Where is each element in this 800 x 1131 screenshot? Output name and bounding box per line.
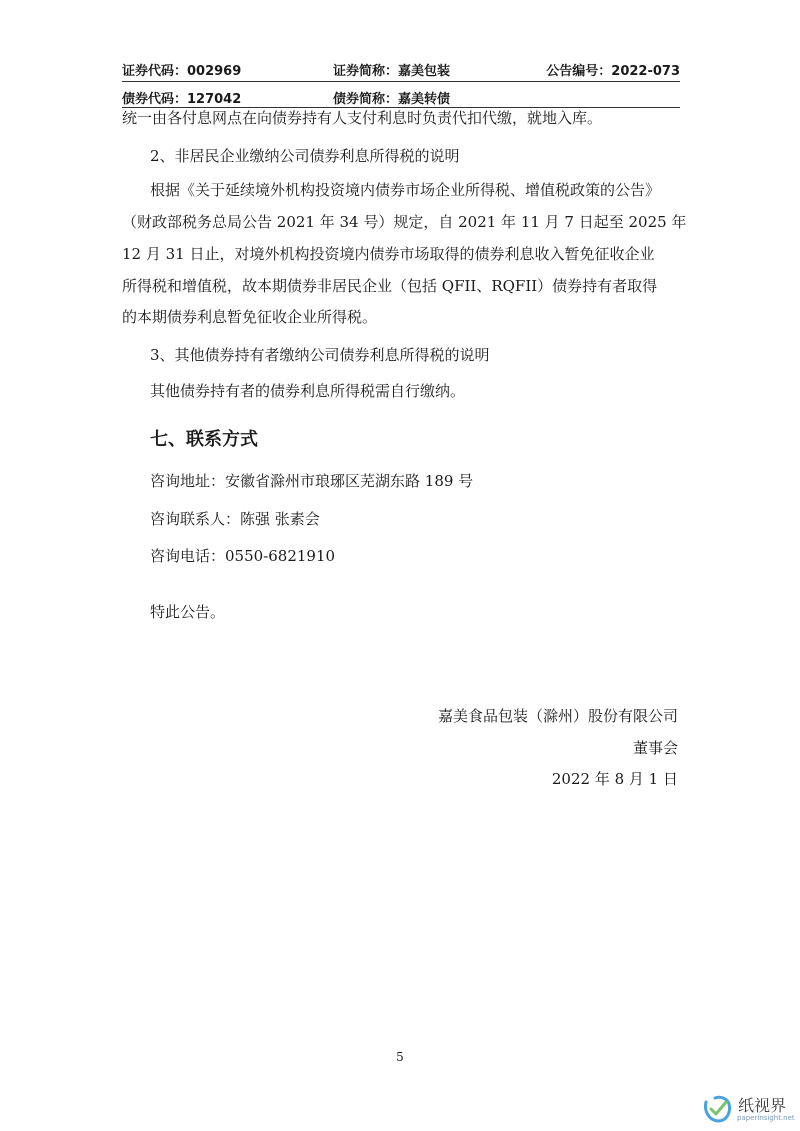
header-row-2	[122, 88, 680, 106]
item2-line-1: 根据《关于延续境外机构投资境内债券市场企业所得税、增值税政策的公告》	[150, 181, 661, 199]
item3-text: 其他债券持有者的债券利息所得税需自行缴纳。	[150, 382, 466, 400]
item2-line-3: 12 月 31 日止，对境外机构投资境内债券市场取得的债券利息收入暂免征收企业	[122, 245, 655, 263]
bond-name: 债券简称：嘉美转债	[333, 92, 451, 107]
closing-text: 特此公告。	[150, 603, 226, 621]
signature-board: 董事会	[632, 739, 678, 757]
watermark	[700, 1092, 800, 1128]
contact-phone: 咨询电话：0550-6821910	[150, 547, 336, 565]
item2-line-4: 所得税和增值税，故本期债券非居民企业（包括 QFII、RQFII）债券持有者取得	[122, 277, 658, 295]
watermark-logo-icon	[702, 1094, 732, 1124]
body-continued-line: 统一由各付息网点在向债券持有人支付利息时负责代扣代缴，就地入库。	[122, 109, 603, 127]
watermark-url: paperinsight.net	[737, 1114, 795, 1122]
signature-company: 嘉美食品包装（滁州）股份有限公司	[437, 707, 678, 725]
stock-code: 证券代码：002969	[122, 64, 242, 79]
signature-date: 2022 年 8 月 1 日	[551, 770, 678, 788]
item2-line-5: 的本期债券利息暂免征收企业所得税。	[122, 308, 378, 326]
contact-person: 咨询联系人：陈强 张素会	[150, 510, 320, 528]
header-row-1	[122, 60, 680, 78]
notice-number: 公告编号：2022-073	[546, 64, 680, 79]
contact-address: 咨询地址：安徽省滁州市琅琊区芜湖东路 189 号	[150, 472, 474, 490]
page-number: 5	[396, 1050, 404, 1064]
watermark-name: 纸视界	[738, 1096, 787, 1115]
item3-title: 3、其他债券持有者缴纳公司债券利息所得税的说明	[150, 346, 490, 364]
bond-code: 债券代码：127042	[122, 92, 242, 107]
item2-title: 2、非居民企业缴纳公司债券利息所得税的说明	[150, 147, 460, 165]
header-rule	[122, 81, 680, 82]
stock-name: 证券简称：嘉美包装	[333, 64, 451, 79]
item2-line-2: （财政部税务总局公告 2021 年 34 号）规定，自 2021 年 11 月 7 日起至 2025 年	[122, 213, 687, 231]
section-heading-contact: 七、联系方式	[150, 429, 258, 450]
